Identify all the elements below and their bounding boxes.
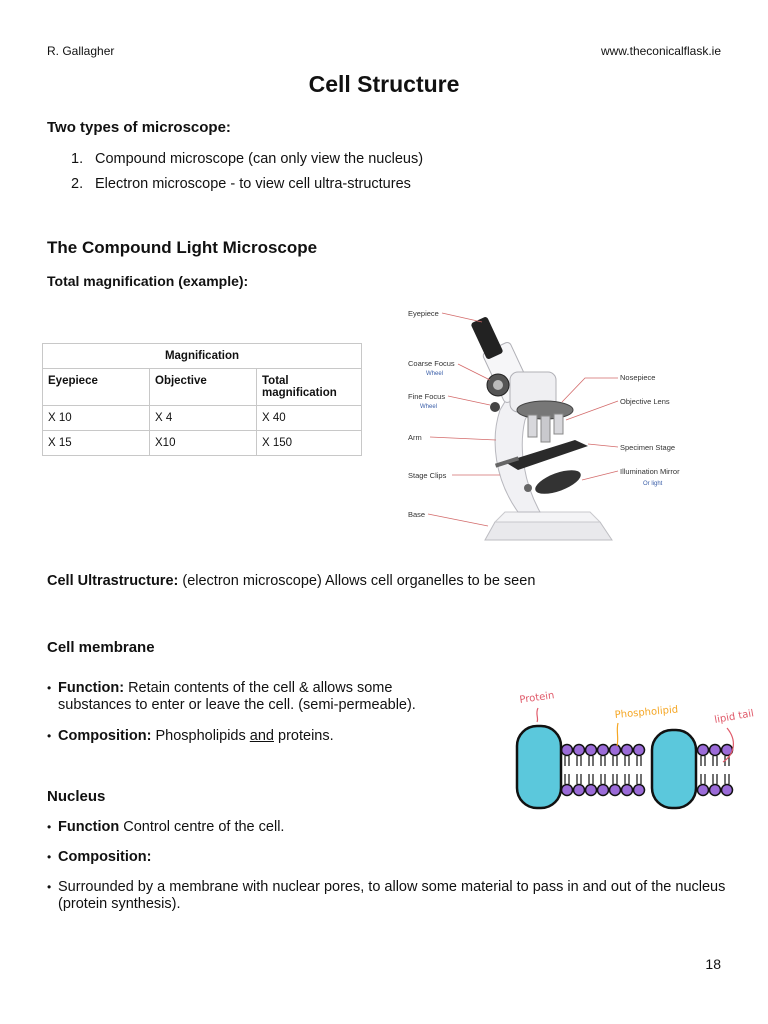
- table-row: X 15 X10 X 150: [43, 431, 362, 456]
- label-protein: Protein: [518, 690, 556, 706]
- phospholipid-head: [698, 745, 709, 756]
- label-illumination-mirror: Illumination Mirror: [620, 467, 680, 476]
- label-specimen-stage: Specimen Stage: [620, 443, 676, 452]
- nucleus-composition: • Composition:: [47, 849, 152, 865]
- membrane-function: • Function: Retain contents of the cell & allows some substances to enter or leave the cell. (semi-permeable).: [47, 680, 416, 713]
- list-item: 1. Compound microscope (can only view the nucleus): [71, 151, 424, 167]
- phospholipid-head: [598, 785, 609, 796]
- col-eyepiece: Eyepiece: [43, 369, 150, 406]
- phospholipid-head: [610, 785, 621, 796]
- label-phospholipid: Phospholipid: [614, 704, 679, 721]
- phospholipid-head: [574, 745, 585, 756]
- phospholipid-head: [622, 785, 633, 796]
- label-objective-lens: Objective Lens: [620, 397, 670, 406]
- website: www.theconicalflask.ie: [600, 44, 721, 58]
- phospholipid-head: [710, 785, 721, 796]
- microscope-diagram: [400, 300, 710, 550]
- label-arm: Arm: [408, 433, 422, 442]
- label-stage-clips: Stage Clips: [408, 471, 447, 480]
- magnification-table: [42, 343, 362, 456]
- phospholipid-head: [574, 785, 585, 796]
- col-objective: Objective: [150, 369, 257, 406]
- membrane-heading: Cell membrane: [47, 639, 155, 656]
- phospholipid-head: [634, 785, 645, 796]
- phospholipid-head: [698, 785, 709, 796]
- phospholipid-head: [710, 745, 721, 756]
- label-lipid-tail: lipid tail: [713, 708, 755, 726]
- phospholipid-head: [586, 785, 597, 796]
- label-fine-wheel: Wheel: [420, 404, 438, 410]
- label-base: Base: [408, 510, 426, 519]
- nucleus-heading: Nucleus: [47, 788, 106, 805]
- col-total: Total magnification: [257, 369, 362, 406]
- microscope-types-heading: Two types of microscope:: [47, 119, 231, 136]
- membrane-diagram: [505, 688, 760, 813]
- label-nosepiece: Nosepiece: [620, 373, 656, 382]
- page-number: 18: [705, 956, 721, 972]
- phospholipid-head: [622, 745, 633, 756]
- page-title: Cell Structure: [308, 71, 460, 97]
- label-coarse-wheel: Wheel: [426, 371, 444, 377]
- label-or-light: Or light: [643, 481, 663, 487]
- ultrastructure-line: Cell Ultrastructure: (electron microscope) Allows cell organelles to be seen: [47, 573, 536, 589]
- list-item: 2. Electron microscope - to view cell ultra-structures: [71, 176, 411, 192]
- phospholipid-head: [722, 785, 733, 796]
- phospholipid-head: [562, 745, 573, 756]
- compound-heading: The Compound Light Microscope: [47, 238, 318, 257]
- phospholipid-head: [610, 745, 621, 756]
- label-eyepiece: Eyepiece: [408, 309, 439, 318]
- label-coarse-focus: Coarse Focus: [408, 359, 455, 368]
- protein-right: [652, 730, 696, 808]
- nucleus-function: • Function Control centre of the cell.: [47, 819, 285, 835]
- protein-left: [517, 726, 561, 808]
- phospholipid-head: [598, 745, 609, 756]
- microscope-types-list: [47, 151, 727, 201]
- author: R. Gallagher: [47, 44, 115, 58]
- phospholipid-head: [562, 785, 573, 796]
- table-caption: Magnification: [43, 344, 362, 369]
- table-row: X 10 X 4 X 40: [43, 406, 362, 431]
- phospholipid-head: [586, 745, 597, 756]
- membrane-composition: • Composition: Phospholipids and proteins.: [47, 728, 334, 744]
- label-fine-focus: Fine Focus: [408, 392, 446, 401]
- phospholipid-head: [634, 745, 645, 756]
- nucleus-membrane-pores: • Surrounded by a membrane with nuclear pores, to allow some material to pass in and out of the nucleus (protein synthesis).: [47, 879, 726, 912]
- magnification-subheading: Total magnification (example):: [47, 273, 249, 289]
